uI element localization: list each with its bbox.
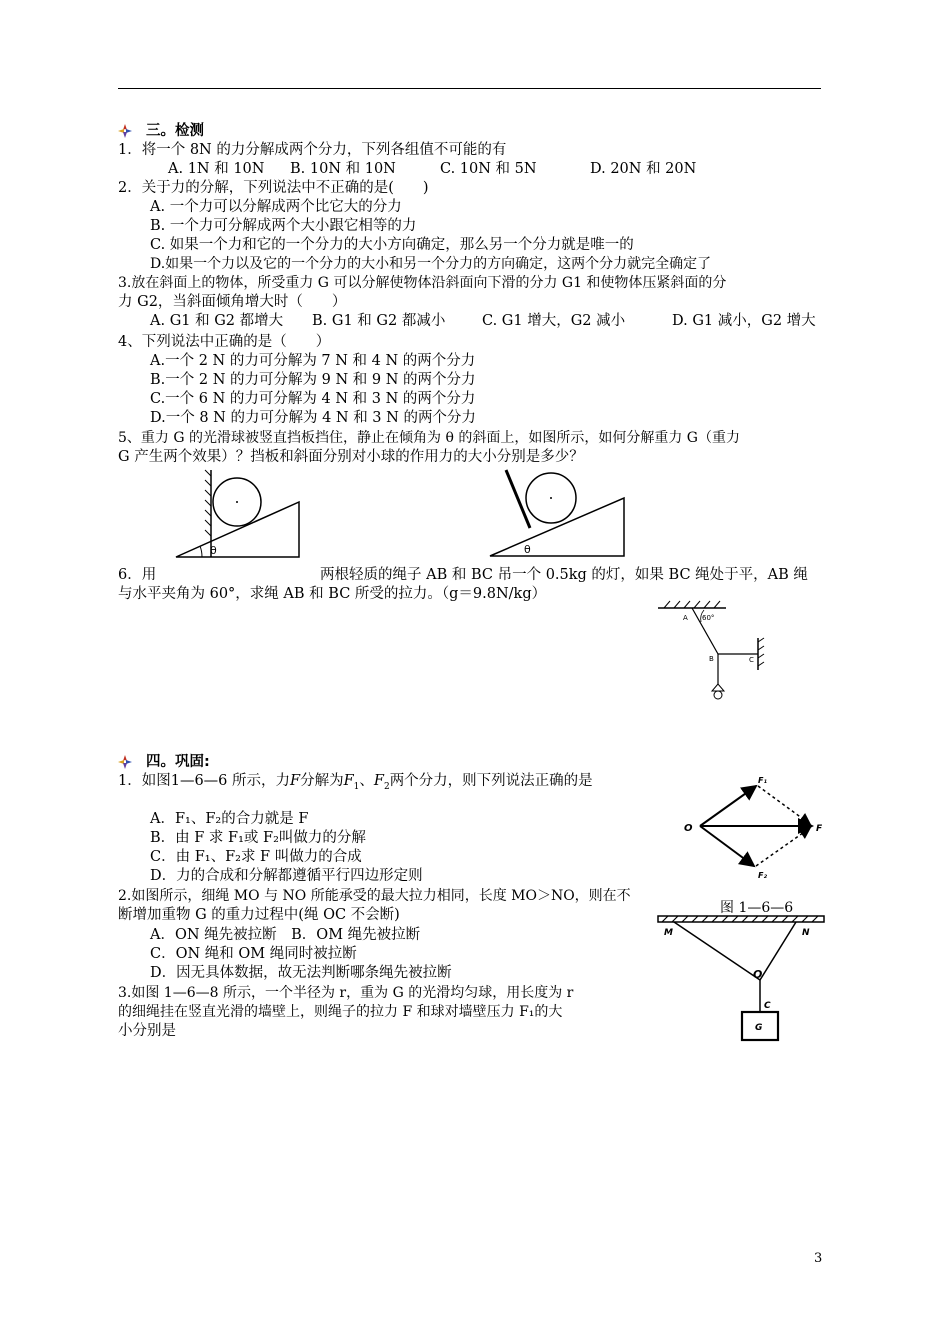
q4-1-sub2: 2 — [383, 781, 390, 792]
q3-2-option-d: D.如果一个力以及它的一个分力的大小和另一个分力的方向确定，这两个分力就完全确定了 — [150, 256, 712, 272]
q4-1-mid: 分解为 — [300, 773, 344, 789]
header-rule — [118, 88, 821, 89]
q3-4-text: 4、下列说法中正确的是（ ） — [118, 334, 331, 350]
label-f2: F₂ — [758, 871, 767, 880]
q3-4-option-d: D.一个 8 N 的力可分解为 4 N 和 3 N 的两个分力 — [150, 410, 476, 426]
q3-5-line2: G 产生两个效果）？挡板和斜面分别对小球的作用力的大小分别是多少？ — [118, 449, 584, 465]
q3-1-option-a: A. 1N 和 10N — [168, 161, 265, 177]
q4-1-ref: 1—6—6 所示，力 — [170, 773, 291, 789]
q3-2-option-c: C. 如果一个力和它的一个分力的大小方向确定，那么另一个分力就是唯一的 — [150, 237, 634, 253]
q3-3-line1: 3.放在斜面上的物体，所受重力 G 可以分解使物体沿斜面向下滑的分力 G1 和使物体压紧斜面的分 — [118, 275, 727, 291]
q4-3-line2: 的细绳挂在竖直光滑的墙壁上，则绳子的拉力 F 和球对墙壁压力 F₁的大 — [118, 1004, 563, 1020]
q3-5-line1: 5、重力 G 的光滑球被竖直挡板挡住，静止在倾角为 θ 的斜面上，如图所示，如何分解重力 G（重力 — [118, 430, 740, 446]
q4-1-sep: 、 — [359, 773, 374, 789]
q4-2-line1: 2.如图所示，细绳 MO 与 NO 所能承受的最大拉力相同，长度 MO＞NO，则在不 — [118, 888, 631, 904]
q3-3-option-c: C. G1 增大，G2 减小 — [482, 313, 626, 329]
q4-1-pre: 1．如图 — [118, 773, 171, 789]
q4-2-option-c: C．ON 绳和 OM 绳同时被拉断 — [150, 946, 357, 962]
label-g: G — [755, 1023, 763, 1033]
q4-3-line1: 3.如图 1—6—8 所示，一个半径为 r，重为 G 的光滑均匀球，用长度为 r — [118, 985, 574, 1001]
q3-6-line1-start: 6．用 — [118, 567, 157, 583]
q3-3-option-d: D. G1 减小，G2 增大 — [672, 313, 816, 329]
q3-1-option-c: C. 10N 和 5N — [440, 161, 537, 177]
bullet-icon — [118, 755, 132, 769]
angle-60-label: 60° — [702, 614, 715, 622]
theta-label: θ — [210, 544, 217, 557]
q4-1-option-a: A．F₁、F₂的合力就是 F — [150, 811, 309, 827]
q3-6-line2: 与水平夹角为 60°，求绳 AB 和 BC 所受的拉力。（g＝9.8N/kg） — [118, 586, 547, 602]
q3-4-option-b: B.一个 2 N 的力可分解为 9 N 和 9 N 的两个分力 — [150, 372, 476, 388]
q4-1-option-c: C．由 F₁、F₂求 F 叫做力的合成 — [150, 849, 362, 865]
section-3-title: 三。检测 — [146, 123, 204, 139]
label-c: C — [749, 656, 754, 664]
q4-1-option-d: D．力的合成和分解都遵循平行四边形定则 — [150, 868, 423, 884]
label-f1: F₁ — [758, 776, 767, 785]
page-number: 3 — [814, 1251, 823, 1266]
label-a: A — [683, 614, 688, 622]
force-parallelogram-figure — [682, 774, 828, 880]
lamp-ropes-figure — [656, 598, 786, 710]
q4-1-option-b: B．由 F 求 F₁或 F₂叫做力的分解 — [150, 830, 366, 846]
q3-1-option-d: D. 20N 和 20N — [590, 161, 697, 177]
q3-4-option-a: A.一个 2 N 的力可分解为 7 N 和 4 N 的两个分力 — [150, 353, 476, 369]
theta-label: θ — [524, 543, 531, 556]
label-m: M — [664, 928, 673, 938]
label-c2: C — [764, 1001, 771, 1011]
q4-3-line3: 小分别是 — [118, 1023, 176, 1039]
q3-2-option-b: B. 一个力可分解成两个大小跟它相等的力 — [150, 218, 417, 234]
q3-6-line1-end: 两根轻质的绳子 AB 和 BC 吊一个 0.5kg 的灯，如果 BC 绳处于平，AB 绳 — [320, 567, 808, 583]
label-o: O — [684, 823, 693, 834]
q4-1-F: F — [290, 773, 301, 789]
bullet-icon — [118, 124, 132, 138]
q4-1-text — [118, 772, 593, 797]
q3-3-line2: 力 G2，当斜面倾角增大时（ ） — [118, 294, 347, 310]
label-f: F — [816, 824, 823, 834]
q3-3-option-b: B. G1 和 G2 都减小 — [312, 313, 446, 329]
q4-2-option-d: D．因无具体数据，故无法判断哪条绳先被拉断 — [150, 965, 452, 981]
ropes-weight-figure — [656, 912, 826, 1046]
q3-1-option-b: B. 10N 和 10N — [290, 161, 396, 177]
q4-1-sub1: 1 — [353, 781, 360, 792]
q3-1-text: 1．将一个 8N 的力分解成两个分力，下列各组值不可能的有 — [118, 142, 507, 158]
label-n: N — [802, 928, 810, 938]
label-o2: O — [753, 968, 763, 981]
section-4-title: 四。巩固: — [146, 754, 210, 770]
q4-2-line2: 断增加重物 G 的重力过程中(绳 OC 不会断) — [118, 907, 400, 923]
incline-vertical-board-figure — [170, 466, 305, 560]
q4-2-options-ab: A．ON 绳先被拉断 B．OM 绳先被拉断 — [150, 927, 421, 943]
incline-tilted-board-figure — [488, 462, 628, 558]
q3-2-option-a: A. 一个力可以分解成两个比它大的分力 — [150, 199, 402, 215]
q3-2-text: 2．关于力的分解，下列说法中不正确的是( ) — [118, 180, 429, 196]
q3-4-option-c: C.一个 6 N 的力可分解为 4 N 和 3 N 的两个分力 — [150, 391, 476, 407]
q3-3-option-a: A. G1 和 G2 都增大 — [150, 313, 284, 329]
q4-1-post: 两个分力，则下列说法正确的是 — [389, 773, 593, 789]
q4-1-F2: F — [373, 773, 384, 789]
figure-caption: 图 1—6—6 — [720, 900, 794, 916]
label-b: B — [709, 655, 714, 663]
q4-1-F1: F — [343, 773, 354, 789]
